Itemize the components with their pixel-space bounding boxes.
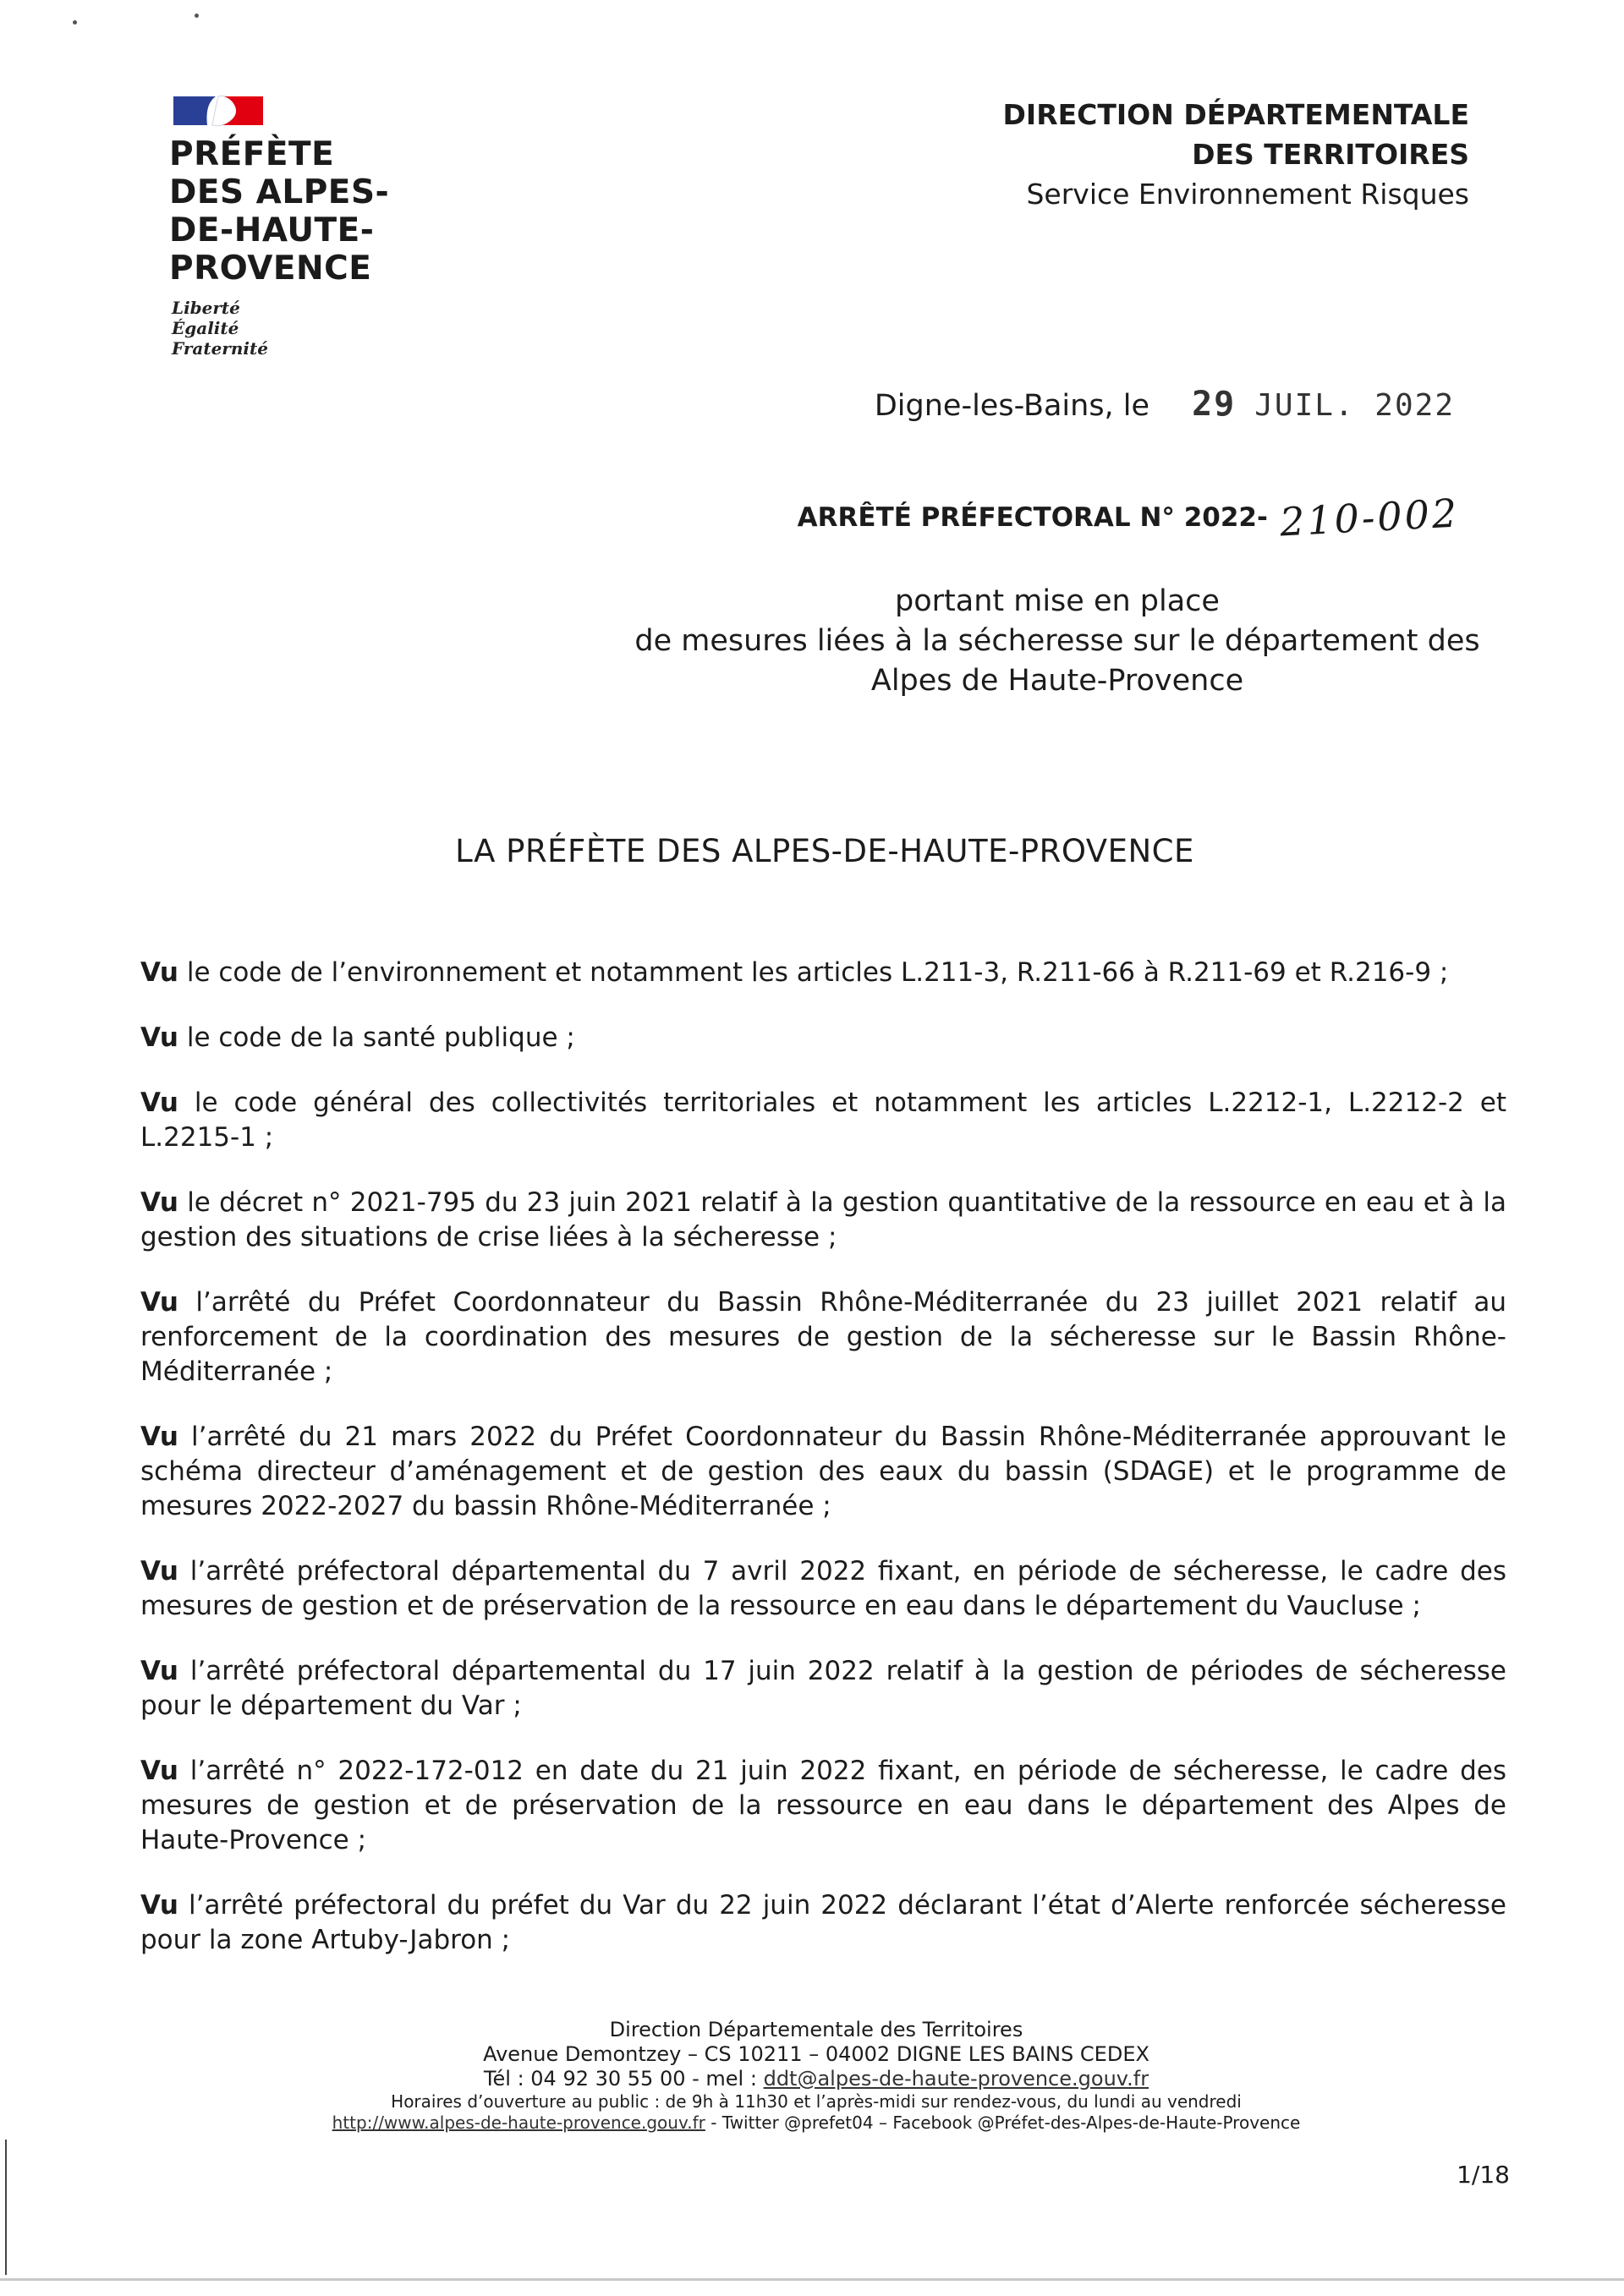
visa-paragraph bbox=[140, 1186, 1506, 1255]
visa-vu: Vu bbox=[140, 1656, 178, 1686]
email-link[interactable]: ddt@alpes-de-haute-provence.gouv.fr bbox=[763, 2067, 1149, 2091]
visa-paragraph bbox=[140, 1888, 1506, 1958]
page-footer bbox=[211, 2018, 1421, 2134]
visa-vu: Vu bbox=[140, 957, 178, 988]
prefecture-name bbox=[169, 135, 389, 288]
visa-vu: Vu bbox=[140, 1556, 178, 1586]
motto-line: Égalité bbox=[172, 318, 239, 338]
scan-edge bbox=[0, 2278, 1624, 2281]
website-link[interactable]: http://www.alpes-de-haute-provence.gouv.fr bbox=[332, 2112, 705, 2133]
visa-text: le code général des collectivités territoriales et notamment les articles L.2212-1, L.2212-2 et L.2215-1 ; bbox=[140, 1088, 1506, 1153]
issuing-service bbox=[1003, 95, 1469, 214]
scan-edge bbox=[5, 2140, 7, 2275]
motto-line: Fraternité bbox=[172, 338, 268, 359]
date-month-year: JUIL. 2022 bbox=[1254, 388, 1455, 423]
direction-line: DES TERRITOIRES bbox=[1192, 138, 1469, 171]
prefecture-line: PRÉFÈTE bbox=[169, 135, 335, 173]
visa-vu: Vu bbox=[140, 1287, 178, 1318]
subject-line: portant mise en place bbox=[895, 584, 1220, 618]
visa-vu: Vu bbox=[140, 1756, 178, 1786]
visa-vu: Vu bbox=[140, 1088, 178, 1118]
visa-paragraph bbox=[140, 1285, 1506, 1389]
visa-text: l’arrêté préfectoral départemental du 7 avril 2022 fixant, en période de sécheresse, le cadre des mesures de gestion et de préservation de la ressource en eau dans le département du Vaucluse ; bbox=[140, 1556, 1507, 1621]
visa-paragraph bbox=[140, 1021, 1506, 1055]
visa-vu: Vu bbox=[140, 1890, 178, 1921]
visa-paragraph bbox=[140, 1554, 1506, 1624]
visa-paragraph bbox=[140, 1420, 1506, 1524]
service-name: Service Environnement Risques bbox=[1026, 178, 1469, 211]
footer-phone: Tél : 04 92 30 55 00 - mel : bbox=[483, 2067, 764, 2091]
authority-title: LA PRÉFÈTE DES ALPES-DE-HAUTE-PROVENCE bbox=[455, 833, 1194, 869]
visa-vu: Vu bbox=[140, 1187, 178, 1218]
scan-dot bbox=[73, 20, 77, 25]
place-label: Digne-les-Bains, le bbox=[874, 389, 1150, 423]
visa-text: l’arrêté du Préfet Coordonnateur du Bassin Rhône-Méditerranée du 23 juillet 2021 relatif au renforcement de la coordination des mesures de gestion de la sécheresse sur le Bassin Rhône-Méditerranée ; bbox=[140, 1287, 1507, 1387]
visa-text: le décret n° 2021-795 du 23 juin 2021 relatif à la gestion quantitative de la ressource en eau et à la gestion des situations de crise liées à la sécheresse ; bbox=[140, 1187, 1506, 1252]
marianne-logo bbox=[172, 91, 265, 129]
page-number: 1/18 bbox=[1457, 2161, 1510, 2189]
republic-motto bbox=[172, 298, 268, 359]
footer-address: Avenue Demontzey – CS 10211 – 04002 DIGNE LES BAINS CEDEX bbox=[483, 2042, 1149, 2066]
date-day: 29 bbox=[1192, 385, 1237, 424]
visa-text: l’arrêté préfectoral départemental du 17 juin 2022 relatif à la gestion de périodes de sécheresse pour le département du Var ; bbox=[140, 1656, 1506, 1721]
visa-vu: Vu bbox=[140, 1422, 178, 1452]
visa-paragraph bbox=[140, 1654, 1506, 1723]
visa-vu: Vu bbox=[140, 1022, 178, 1053]
motto-line: Liberté bbox=[172, 298, 240, 318]
prefecture-line: DE-HAUTE- bbox=[169, 211, 375, 249]
arrete-number bbox=[797, 490, 1461, 545]
visa-text: l’arrêté n° 2022-172-012 en date du 21 juin 2022 fixant, en période de sécheresse, le cadre des mesures de gestion et de préservation de la ressource en eau dans le département des Alpes de Haute-Provence ; bbox=[140, 1756, 1507, 1855]
visa-text: l’arrêté préfectoral du préfet du Var du 22 juin 2022 déclarant l’état d’Alerte renforcée sécheresse pour la zone Artuby-Jabron ; bbox=[140, 1890, 1507, 1955]
place-date bbox=[875, 385, 1455, 424]
visa-paragraph bbox=[140, 956, 1506, 990]
arrete-label: ARRÊTÉ PRÉFECTORAL N° 2022- bbox=[797, 502, 1268, 533]
visa-text: le code de la santé publique ; bbox=[186, 1022, 575, 1053]
date-stamp bbox=[1192, 385, 1455, 424]
footer-line: Direction Départementale des Territoires bbox=[609, 2018, 1023, 2041]
scan-dot bbox=[195, 14, 199, 18]
prefecture-line: PROVENCE bbox=[169, 249, 372, 288]
footer-contact bbox=[211, 2067, 1421, 2091]
footer-web bbox=[211, 2112, 1421, 2134]
visa-paragraph bbox=[140, 1754, 1506, 1858]
subject-line: de mesures liées à la sécheresse sur le département des bbox=[634, 624, 1480, 658]
visas-list bbox=[140, 956, 1506, 1988]
footer-social: - Twitter @prefet04 – Facebook @Préfet-des-Alpes-de-Haute-Provence bbox=[705, 2112, 1301, 2133]
subject-line: Alpes de Haute-Provence bbox=[870, 664, 1244, 698]
direction-line: DIRECTION DÉPARTEMENTALE bbox=[1002, 98, 1469, 131]
handwritten-number: 210-002 bbox=[1278, 490, 1461, 545]
visa-text: l’arrêté du 21 mars 2022 du Préfet Coordonnateur du Bassin Rhône-Méditerranée approuvant le schéma directeur d’aménagement et de gestion des eaux du bassin (SDAGE) et le programme de mesures 2022-2027 du bassin Rhône-Méditerranée ; bbox=[140, 1422, 1506, 1521]
arrete-subject bbox=[626, 582, 1489, 701]
prefecture-line: DES ALPES- bbox=[169, 173, 390, 211]
footer-hours: Horaires d’ouverture au public : de 9h à 11h30 et l’après-midi sur rendez-vous, du lundi au vendredi bbox=[391, 2091, 1242, 2112]
visa-text: le code de l’environnement et notamment les articles L.211-3, R.211-66 à R.211-69 et R.216-9 ; bbox=[186, 957, 1449, 988]
visa-paragraph bbox=[140, 1086, 1506, 1155]
